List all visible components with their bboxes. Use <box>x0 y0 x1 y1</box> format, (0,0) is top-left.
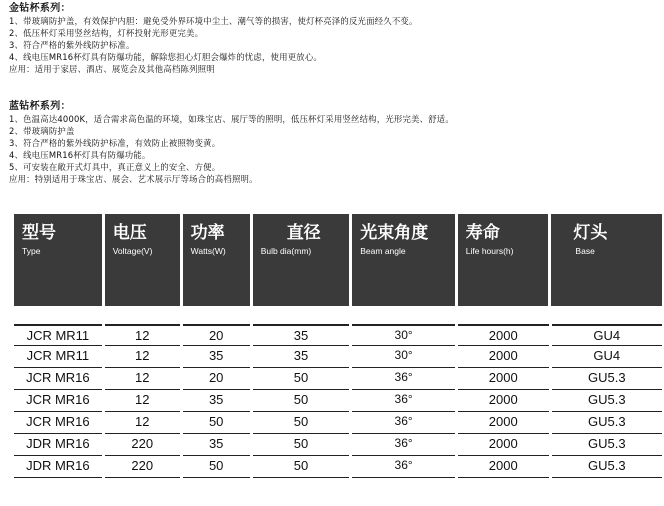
cell-life-hours: 2000 <box>458 324 549 346</box>
cell-bulb-dia: 35 <box>253 324 350 346</box>
header-type <box>14 214 102 306</box>
header-beam-angle-cn: 光束角度 <box>360 223 429 243</box>
cell-life-hours: 2000 <box>458 368 549 390</box>
gold-series-section <box>9 2 659 75</box>
cell-base: GU4 <box>552 324 662 346</box>
cell-bulb-dia: 50 <box>253 456 350 478</box>
cell-voltage: 220 <box>105 456 180 478</box>
header-life-hours <box>458 214 549 306</box>
header-watts-cn: 功率 <box>190 223 225 243</box>
header-base <box>551 214 662 306</box>
cell-voltage: 12 <box>105 390 180 412</box>
cell-watts: 35 <box>183 434 250 456</box>
cell-watts: 35 <box>183 346 250 368</box>
blue-series-line: 3、符合严格的紫外线防护标准，有效防止被照物变黄。 <box>9 138 221 148</box>
blue-series-line: 2、带玻璃防护盖 <box>9 126 75 136</box>
header-voltage <box>105 214 180 306</box>
cell-base: GU5.3 <box>552 434 662 456</box>
cell-type: JDR MR16 <box>14 434 102 456</box>
table-row <box>14 434 662 456</box>
cell-beam-angle: 30° <box>352 346 455 368</box>
cell-base: GU5.3 <box>552 412 662 434</box>
cell-base: GU5.3 <box>552 390 662 412</box>
cell-base: GU4 <box>552 346 662 368</box>
header-bulb-dia <box>253 214 350 306</box>
gold-series-line: 1、带玻璃防护盖，有效保护内胆：避免受外界环境中尘土、潮气等的损害，使灯杯亮泽的反光面经久不变。 <box>9 16 418 26</box>
header-life-hours-en: Life hours(h) <box>465 246 514 256</box>
gold-series-line: 3、符合严格的紫外线防护标准。 <box>9 40 135 50</box>
table-header-row <box>14 214 662 306</box>
header-base-cn: 灯头 <box>573 223 608 243</box>
header-watts <box>183 214 250 306</box>
table-row <box>14 390 662 412</box>
header-bulb-dia-cn: 直径 <box>286 223 321 243</box>
blue-series-title: 蓝钻杯系列： <box>9 101 71 112</box>
header-type-cn: 型号 <box>22 223 56 243</box>
cell-life-hours: 2000 <box>458 390 549 412</box>
header-beam-angle-en: Beam angle <box>360 246 406 256</box>
cell-type: JCR MR16 <box>14 412 102 434</box>
cell-beam-angle: 36° <box>352 368 455 390</box>
cell-type: JCR MR16 <box>14 390 102 412</box>
table-row <box>14 456 662 478</box>
cell-beam-angle: 36° <box>352 434 455 456</box>
header-beam-angle <box>352 214 454 306</box>
blue-series-line: 1、色温高达4000K，适合需求高色温的环境，如珠宝店、展厅等的照明，低压杯灯采用竖丝结构，光形完美、舒适。 <box>9 114 454 124</box>
cell-bulb-dia: 50 <box>253 390 350 412</box>
cell-life-hours: 2000 <box>458 434 549 456</box>
cell-type: JCR MR16 <box>14 368 102 390</box>
header-base-en: Base <box>575 246 595 256</box>
blue-series-application: 应用：特别适用于珠宝店、展会、艺术展示厅等场合的高档照明。 <box>9 174 258 184</box>
header-life-hours-cn: 寿命 <box>465 223 500 243</box>
table-row <box>14 412 662 434</box>
gold-series-line: 4、线电压MR16杯灯具有防爆功能，解除您担心灯胆会爆炸的忧虑，使用更放心。 <box>9 52 323 62</box>
gold-series-line: 2、低压杯灯采用竖丝结构，灯杯投射光形更完美。 <box>9 28 204 38</box>
spec-table <box>14 214 662 478</box>
cell-type: JDR MR16 <box>14 456 102 478</box>
cell-beam-angle: 36° <box>352 412 455 434</box>
cell-watts: 50 <box>183 412 250 434</box>
cell-voltage: 12 <box>105 346 180 368</box>
cell-watts: 20 <box>183 368 250 390</box>
cell-base: GU5.3 <box>552 368 662 390</box>
blue-series-line: 4、线电压MR16杯灯具有防爆功能。 <box>9 150 151 160</box>
cell-voltage: 220 <box>105 434 180 456</box>
table-row <box>14 346 662 368</box>
cell-life-hours: 2000 <box>458 412 549 434</box>
header-watts-en: Watts(W) <box>190 246 226 256</box>
header-voltage-en: Voltage(V) <box>112 246 153 256</box>
cell-type: JCR MR11 <box>14 346 102 368</box>
blue-series-line: 5、可安装在敞开式灯具中，真正意义上的安全、方便。 <box>9 162 221 172</box>
blue-series-section <box>9 100 659 185</box>
header-bulb-dia-en: Bulb dia(mm) <box>260 246 312 256</box>
cell-beam-angle: 30° <box>352 324 455 346</box>
cell-beam-angle: 36° <box>352 390 455 412</box>
cell-bulb-dia: 50 <box>253 412 350 434</box>
cell-watts: 50 <box>183 456 250 478</box>
cell-life-hours: 2000 <box>458 456 549 478</box>
header-type-en: Type <box>22 246 41 256</box>
cell-bulb-dia: 50 <box>253 368 350 390</box>
gold-series-application: 应用：适用于家居、酒店、展览会及其他高档陈列照明 <box>9 64 215 74</box>
cell-life-hours: 2000 <box>458 346 549 368</box>
header-voltage-cn: 电压 <box>112 223 147 243</box>
table-row <box>14 324 662 346</box>
cell-bulb-dia: 50 <box>253 434 350 456</box>
gold-series-title: 金钻杯系列： <box>9 3 71 14</box>
table-body <box>14 324 662 478</box>
cell-beam-angle: 36° <box>352 456 455 478</box>
cell-voltage: 12 <box>105 324 180 346</box>
cell-watts: 20 <box>183 324 250 346</box>
table-row <box>14 368 662 390</box>
cell-base: GU5.3 <box>552 456 662 478</box>
cell-watts: 35 <box>183 390 250 412</box>
cell-bulb-dia: 35 <box>253 346 350 368</box>
cell-type: JCR MR11 <box>14 324 102 346</box>
cell-voltage: 12 <box>105 368 180 390</box>
cell-voltage: 12 <box>105 412 180 434</box>
